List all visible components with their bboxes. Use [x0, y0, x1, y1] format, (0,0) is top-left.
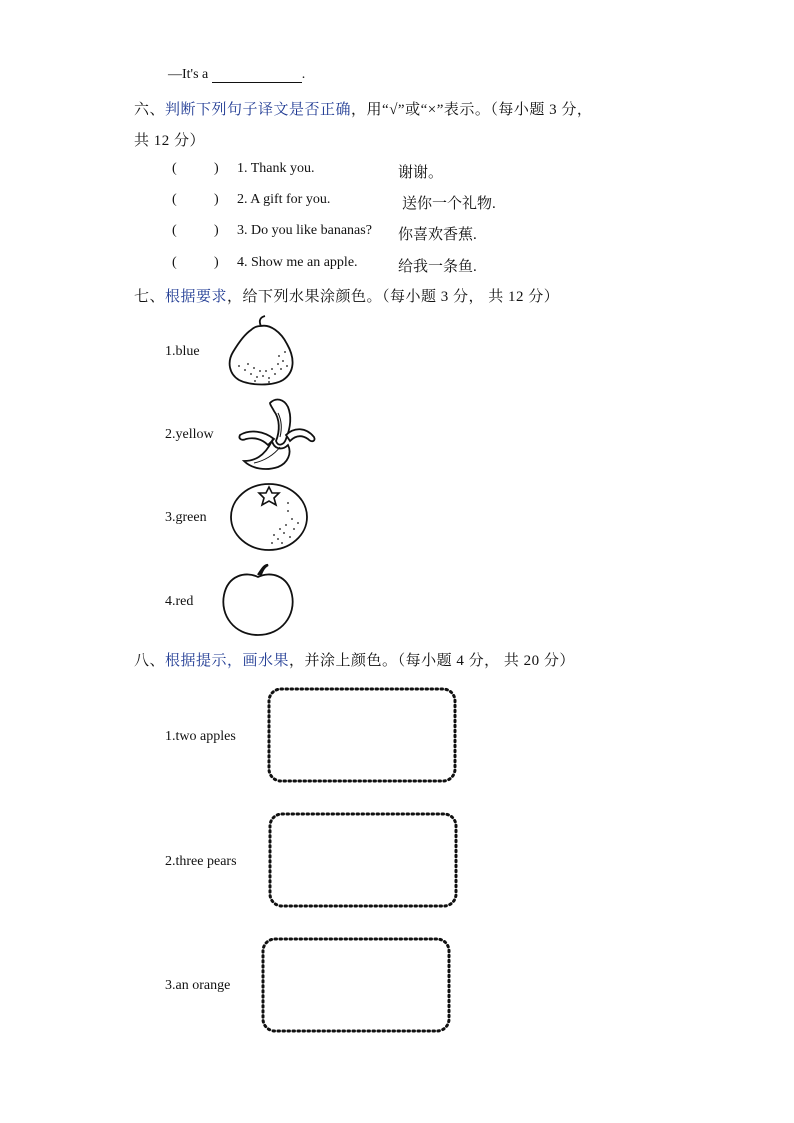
color-label: 2.yellow — [165, 427, 214, 442]
draw-label: 1.two apples — [165, 729, 236, 744]
paren-close: ) — [214, 192, 219, 207]
sentence-english: 2. A gift for you. — [237, 192, 331, 207]
section7-title-rest: ，给下列水果涂颜色。 — [227, 289, 383, 305]
draw-label: 2.three pears — [165, 854, 237, 869]
paren-open: ( — [172, 192, 177, 207]
answer-suffix: . — [301, 67, 306, 82]
orange-icon[interactable] — [228, 481, 310, 553]
section6-score: （每小题 3 分， — [490, 102, 593, 118]
sentence-chinese: 谢谢。 — [398, 165, 444, 181]
answer-prefix: —It's a — [168, 67, 212, 82]
section8-number: 八、 — [134, 653, 166, 669]
section6-heading — [134, 98, 592, 119]
apple-icon[interactable] — [218, 563, 298, 639]
answer-box[interactable] — [180, 192, 214, 210]
section6-score-wrap: 共 12 分） — [134, 133, 206, 149]
section7-heading — [134, 285, 559, 306]
section7-title: 根据要求 — [165, 289, 228, 305]
section8-title-rest: ，并涂上颜色。 — [289, 653, 398, 669]
section7-score: （每小题 3 分， 共 12 分） — [382, 289, 560, 305]
section6-items — [172, 161, 652, 281]
section6-title-rest: ，用“√”或“×”表示。 — [351, 102, 491, 118]
sentence-english: 1. Thank you. — [237, 161, 315, 176]
sentence-english: 4. Show me an apple. — [237, 255, 358, 270]
drawing-box[interactable] — [260, 936, 452, 1034]
section8-title-emphasis: 画水果 — [242, 653, 290, 669]
answer-box[interactable] — [180, 255, 214, 273]
section6-number: 六、 — [134, 102, 166, 118]
banana-icon[interactable] — [234, 395, 326, 475]
sentence-chinese: 给我一条鱼. — [398, 259, 477, 275]
sentence-english: 3. Do you like bananas? — [237, 223, 372, 238]
draw-label: 3.an orange — [165, 978, 231, 993]
paren-open: ( — [172, 161, 177, 176]
paren-close: ) — [214, 223, 219, 238]
section8-score: （每小题 4 分， 共 20 分） — [397, 653, 575, 669]
color-label: 1.blue — [165, 344, 200, 359]
section8-heading — [134, 649, 575, 670]
sentence-chinese: 你喜欢香蕉. — [398, 227, 477, 243]
drawing-box[interactable] — [267, 811, 459, 909]
color-label: 4.red — [165, 594, 194, 609]
section7-number: 七、 — [134, 289, 166, 305]
answer-box[interactable] — [180, 223, 214, 241]
paren-open: ( — [172, 223, 177, 238]
section6-title: 判断下列句子译文是否正确 — [165, 102, 352, 118]
paren-close: ) — [214, 161, 219, 176]
paren-close: ) — [214, 255, 219, 270]
paren-open: ( — [172, 255, 177, 270]
answer-box[interactable] — [180, 161, 214, 179]
answer-blank[interactable] — [212, 68, 302, 83]
color-label: 3.green — [165, 510, 207, 525]
section8-title: 根据提示， — [165, 653, 243, 669]
drawing-box[interactable] — [266, 686, 458, 784]
sentence-chinese: 送你一个礼物. — [402, 196, 496, 212]
pear-icon[interactable] — [225, 314, 299, 388]
answer-line — [168, 67, 305, 83]
